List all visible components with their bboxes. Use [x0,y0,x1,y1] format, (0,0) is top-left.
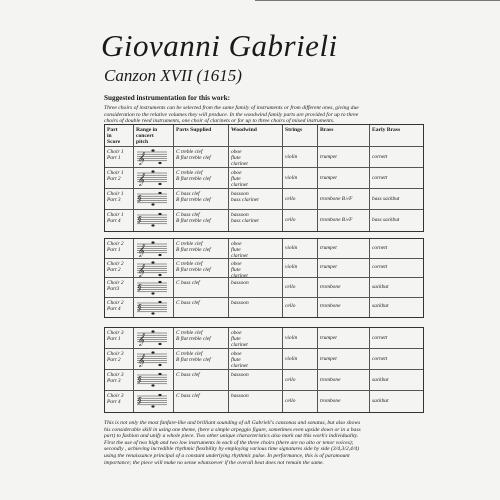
strings-cell: violin [282,239,317,258]
range-staff-icon [137,212,167,228]
woodwind-item: oboe [231,170,242,176]
part-cell [105,328,133,348]
early-brass-cell: cornett [369,349,425,369]
woodwind-cell [228,391,282,412]
table-row [105,278,423,298]
woodwind-cell [228,370,282,390]
header-parts-supplied: Parts Supplied [173,125,228,146]
parts-supplied-item: C bass clef [176,372,200,378]
part-cell [105,259,133,278]
woodwind-item: bassoon [231,299,249,306]
header-range-line: Range in [136,127,158,133]
woodwind-item: clarinet [231,363,248,369]
parts-supplied-cell [173,370,228,390]
brass-cell: trumpet [317,349,369,369]
part-label: Choir 2 [107,280,124,286]
parts-supplied-item: B flat treble clef [176,176,211,183]
part-label: Part 4 [107,218,121,225]
range-staff-icon [137,149,167,165]
brass-cell: trombone B♭/F [317,210,369,231]
header-range-line: concert [136,133,154,140]
table-row [105,239,423,259]
svg-text:𝄞: 𝄞 [137,152,145,165]
woodwind-cell [228,210,282,231]
woodwind-cell [228,147,282,167]
svg-text:§: § [137,194,142,203]
woodwind-item: oboe [231,330,242,336]
range-cell [133,391,173,412]
parts-supplied-cell [173,189,228,209]
woodwind-item: flute [231,247,241,254]
woodwind-item: oboe [231,149,242,155]
woodwind-cell [228,259,282,278]
range-staff-icon [137,351,167,367]
parts-supplied-item: B flat treble clef [176,155,211,162]
svg-text:𝄞: 𝄞 [137,244,145,257]
range-staff-icon [137,241,167,257]
table-row [105,328,423,349]
early-brass-cell: cornett [369,328,425,348]
strings-cell: cello [282,370,317,390]
suggested-heading: Suggested instrumentation for this work: [104,94,231,102]
range-staff-icon [137,261,167,277]
range-cell [133,278,173,297]
svg-text:§: § [137,215,142,224]
parts-supplied-item: C treble clef [176,260,203,267]
parts-supplied-item: C bass clef [176,393,200,399]
table-row [105,168,423,189]
svg-text:§: § [137,396,142,405]
table-row [105,391,423,412]
notes-line: part) to fashion and unify a whole piece. Two other unique characteristics also mark out this work's individuality. [104,433,359,440]
early-brass-cell: bass sackbut [369,210,425,231]
brass-cell: trumpet [317,259,369,278]
choir-3-table [104,327,424,413]
part-cell [105,168,133,188]
part-label: Choir 2 [107,299,124,306]
parts-supplied-cell [173,168,228,188]
part-cell [105,391,133,412]
woodwind-cell [228,239,282,258]
svg-text:𝄞: 𝄞 [137,333,145,346]
part-label: Choir 3 [107,372,124,378]
range-cell [133,349,173,369]
part-cell [105,210,133,231]
parts-supplied-item: C treble clef [176,351,203,357]
woodwind-item: clarinet [231,161,248,167]
choir-1-table [104,124,424,232]
part-label: Part 1 [107,155,121,162]
parts-supplied-item: B flat treble clef [176,336,211,343]
header-strings: Strings [282,125,317,146]
part-label: Choir 1 [107,191,124,197]
part-cell [105,298,133,318]
brass-cell: trombone B♭/F [317,189,369,209]
table-row [105,349,423,370]
table-row [105,210,423,231]
strings-cell: cello [282,189,317,209]
woodwind-item: clarinet [231,253,248,258]
range-cell [133,298,173,318]
table-row [105,189,423,210]
header-range [133,125,173,146]
parts-supplied-item: C treble clef [176,330,203,336]
parts-supplied-cell [173,239,228,258]
header-part-line: in [107,133,112,140]
choir-2-table [104,238,424,318]
notes-paragraph [104,420,426,466]
work-title: Canzon XVII (1615) [104,66,242,85]
parts-supplied-item: C bass clef [176,299,200,306]
parts-supplied-cell [173,298,228,318]
notes-line: First the use of two high and two low instruments in each of the three choirs (there are no alto or tenor voices); [104,439,354,446]
notes-line: This is not only the most fanfare-like and brilliant sounding of all Gabrieli's canzonas and sonatas, but also shows [104,420,361,426]
woodwind-item: clarinet [231,272,248,277]
woodwind-item: bassoon [231,280,249,286]
brass-cell: trombone [317,278,369,297]
brass-cell: trombone [317,391,369,412]
notes-line: importance; the piece will make no sense whatsoever if the overall beat does not remain the same. [104,459,324,466]
woodwind-item: clarinet [231,342,248,348]
intro-line: Three choirs of instruments can be selected from the same family of instruments or from different ones, giving due [104,105,359,111]
range-cell [133,239,173,258]
part-label: Choir 3 [107,330,124,336]
range-staff-icon [137,280,167,296]
notes-line: secondly , achieving incredible rhythmic flexibility by employing various time signatures side by side (3/4,3/2,4/4) [104,446,360,453]
part-label: Part 4 [107,399,121,406]
notes-line: using the renaissance principal of a constant underlying rhythmic pulse. In performance, this is of paramount [104,452,350,459]
part-label: Choir 1 [107,149,124,155]
part-cell [105,147,133,167]
brass-cell: trumpet [317,168,369,188]
woodwind-item: flute [231,336,241,343]
parts-supplied-cell [173,210,228,231]
early-brass-cell: cornett [369,259,425,278]
woodwind-item: bassoon [231,372,249,378]
range-cell [133,328,173,348]
range-cell [133,259,173,278]
range-staff-icon [137,393,167,409]
brass-cell: trumpet [317,328,369,348]
range-staff-icon [137,191,167,207]
svg-text:§: § [137,302,142,312]
range-staff-icon [137,372,167,388]
woodwind-cell [228,189,282,209]
brass-cell: trumpet [317,239,369,258]
strings-cell: cello [282,391,317,412]
range-staff-icon [137,170,167,186]
early-brass-cell: sackbut [369,278,425,297]
parts-supplied-item: C bass clef [176,212,200,218]
brass-cell: trombone [317,298,369,318]
strings-cell: cello [282,298,317,318]
header-early-brass: Early Brass [369,125,425,146]
parts-supplied-item: C bass clef [176,191,200,197]
parts-supplied-cell [173,147,228,167]
part-cell [105,349,133,369]
part-label: Part 2 [107,357,121,364]
part-label: Part3 [107,286,120,293]
parts-supplied-cell [173,278,228,297]
part-label: Part 3 [107,378,121,385]
table-row [105,370,423,391]
parts-supplied-item: C treble clef [176,149,203,155]
intro-line: choirs of double reed instruments, one choir of clarinets or for up to three choirs of mixed instruments. [104,118,335,125]
strings-cell: violin [282,259,317,278]
header-part [105,125,133,146]
early-brass-cell: cornett [369,147,425,167]
early-brass-cell: bass sackbut [369,189,425,209]
parts-supplied-item: C treble clef [176,170,203,176]
parts-supplied-item: B flat treble clef [176,247,211,254]
brass-cell: trumpet [317,147,369,167]
part-label: Choir 3 [107,351,124,357]
part-label: Part 2 [107,176,121,183]
svg-text:§: § [137,375,142,384]
brass-cell: trombone [317,370,369,390]
part-cell [105,370,133,390]
strings-cell: violin [282,328,317,348]
early-brass-cell: sackbut [369,391,425,412]
part-label: Part 1 [107,336,121,343]
strings-cell: cello [282,210,317,231]
part-label: Choir 3 [107,393,124,399]
notes-line: his considerable skill in using one theme, (here a simple arpeggio figure, sometimes even upside down or in a bass [104,426,361,433]
parts-supplied-cell [173,328,228,348]
svg-text:𝄞: 𝄞 [137,263,145,277]
woodwind-item: oboe [231,351,242,357]
early-brass-cell: cornett [369,239,425,258]
header-range-line: pitch [136,139,149,146]
woodwind-cell [228,298,282,318]
table-row [105,147,423,168]
intro-line: consideration to the relative volumes they will produce. In the woodwind family parts are provided for up to three [104,111,359,118]
strings-cell: violin [282,168,317,188]
woodwind-item: bassoon [231,212,249,218]
parts-supplied-item: C treble clef [176,241,203,247]
parts-supplied-item: B flat treble clef [176,357,211,364]
parts-supplied-item: C bass clef [176,280,200,286]
woodwind-cell [228,278,282,297]
woodwind-item: clarinet [231,182,248,188]
strings-cell: cello [282,278,317,297]
part-label: Choir 2 [107,241,124,247]
table-row [105,298,423,318]
composer-title: Giovanni Gabrieli [101,28,338,63]
parts-supplied-item: B flat treble clef [176,218,211,225]
parts-supplied-cell [173,259,228,278]
part-label: Choir 1 [107,170,124,176]
intro-paragraph [104,105,429,125]
svg-text:§: § [137,283,142,292]
range-cell [133,147,173,167]
part-cell [105,189,133,209]
top-edge-line [255,0,500,1]
part-label: Part 4 [107,305,121,312]
woodwind-item: flute [231,155,241,162]
range-staff-icon [137,330,167,346]
range-cell [133,370,173,390]
range-cell [133,189,173,209]
header-brass: Brass [317,125,369,146]
table-row [105,259,423,279]
part-label: Part 2 [107,266,121,273]
parts-supplied-cell [173,391,228,412]
part-cell [105,239,133,258]
part-label: Part 1 [107,247,121,254]
parts-supplied-item: B flat treble clef [176,197,211,204]
range-cell [133,168,173,188]
header-woodwind: Woodwind [228,125,282,146]
woodwind-item: flute [231,176,241,183]
early-brass-cell: cornett [369,168,425,188]
header-part-line: Score [107,139,121,146]
woodwind-item: bass clarinet [231,218,259,225]
woodwind-item: bassoon [231,393,249,399]
parts-supplied-cell [173,349,228,369]
part-label: Choir 2 [107,260,124,267]
parts-supplied-item: B flat treble clef [176,266,211,273]
woodwind-item: bass clarinet [231,197,259,204]
woodwind-item: flute [231,266,241,273]
woodwind-cell [228,168,282,188]
woodwind-cell [228,349,282,369]
part-label: Part 3 [107,197,121,204]
strings-cell: violin [282,147,317,167]
woodwind-item: flute [231,357,241,364]
woodwind-item: oboe [231,260,242,267]
strings-cell: violin [282,349,317,369]
part-label: Choir 1 [107,212,124,218]
part-cell [105,278,133,297]
range-cell [133,210,173,231]
svg-text:𝄞: 𝄞 [137,354,145,367]
svg-text:𝄞: 𝄞 [137,173,145,186]
woodwind-cell [228,328,282,348]
woodwind-item: bassoon [231,191,249,197]
woodwind-item: oboe [231,241,242,247]
range-staff-icon [137,300,167,316]
table-header-row [105,125,423,147]
header-part-line: Part [107,127,118,133]
early-brass-cell: sackbut [369,298,425,318]
early-brass-cell: sackbut [369,370,425,390]
